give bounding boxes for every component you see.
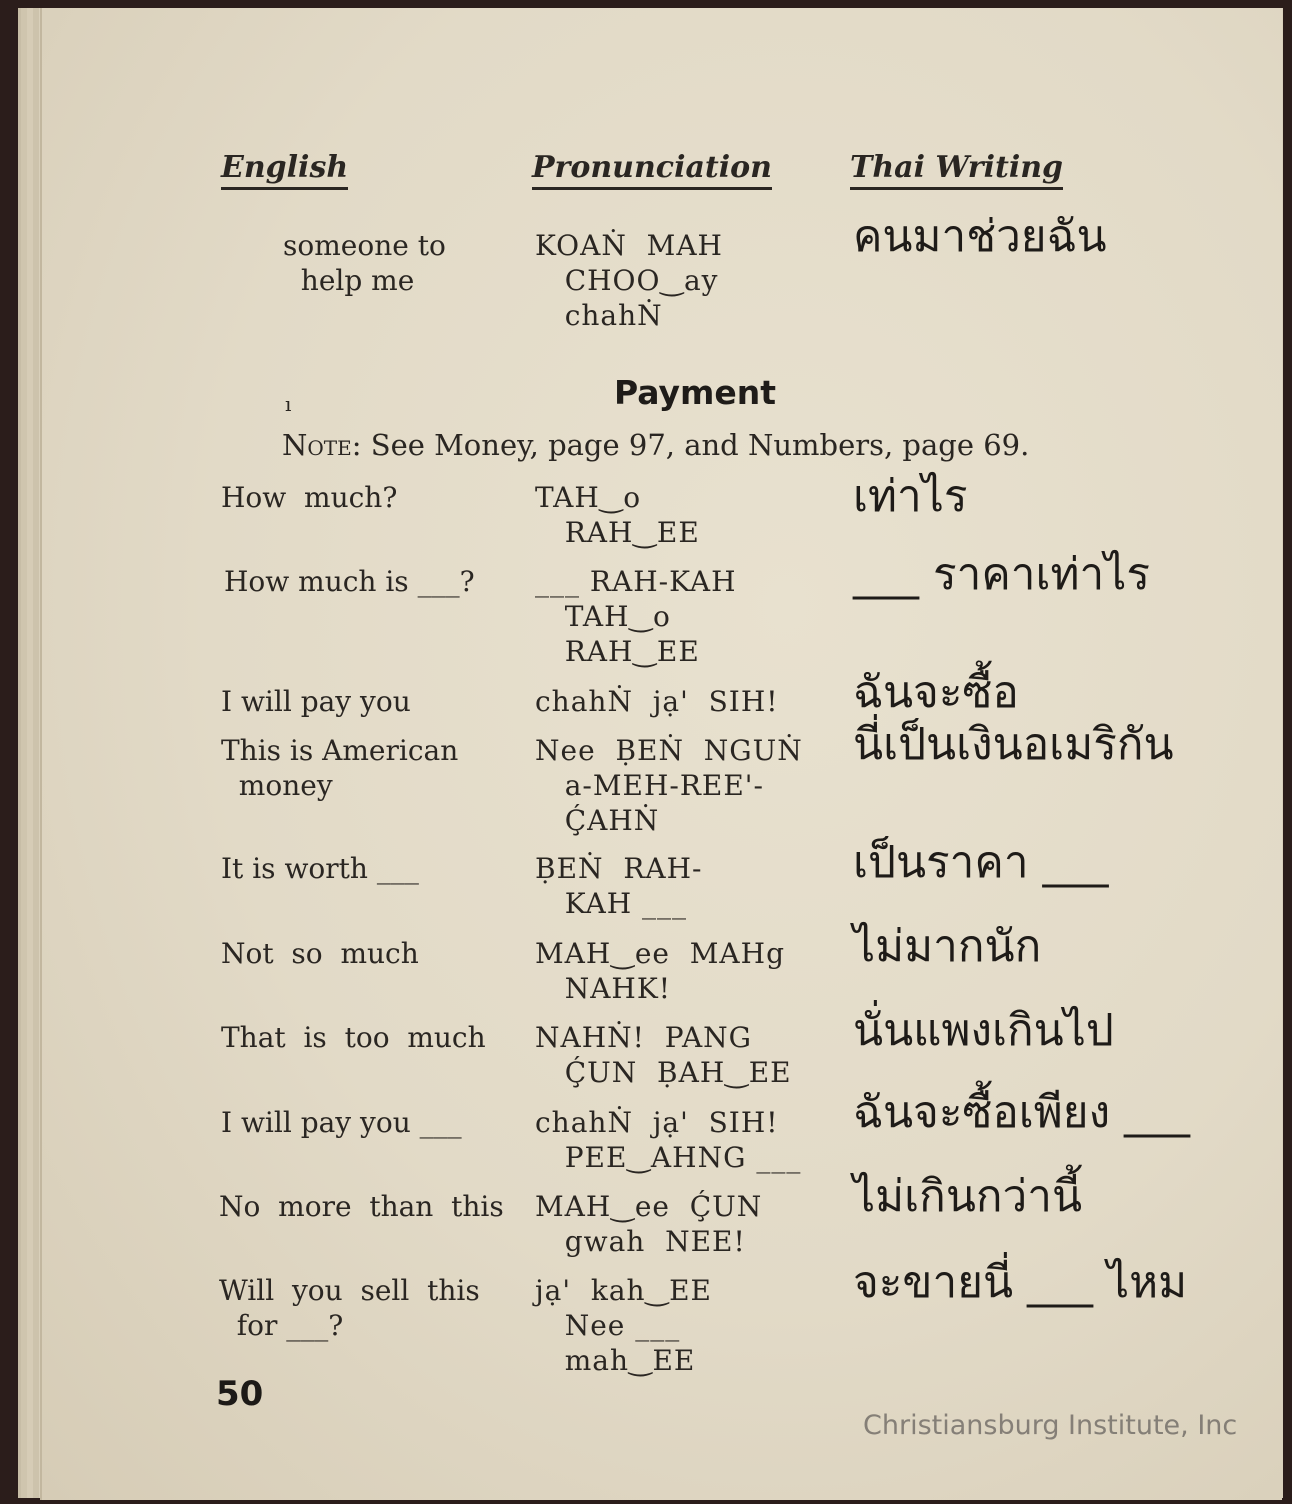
page-number: 50: [216, 1374, 264, 1414]
entry-thai: เป็นราคา ___: [853, 837, 1109, 888]
entry-english: No more than this: [219, 1190, 504, 1223]
note-text: : See Money, page 97, and Numbers, page 69.: [351, 428, 1030, 462]
entry-pronunciation: ḄEṄ RAH- KAH ___: [535, 852, 703, 920]
stray-mark: ı: [285, 392, 292, 416]
entry-thai: ฉันจะซื้อเพียง ___: [853, 1087, 1191, 1138]
entry-pronunciation: MAH‿ee MAHg NAHK!: [535, 937, 785, 1005]
entry-pronunciation: ___ RAH-KAH TAH‿o RAH‿EE: [535, 565, 737, 668]
header-pronunciation: Pronunciation: [532, 150, 772, 190]
entry-english: It is worth ___: [221, 852, 419, 885]
entry-thai: เท่าไร: [853, 471, 968, 522]
note-label: Note: [282, 428, 352, 462]
entry-thai: นั่นแพงเกินไป: [853, 1005, 1114, 1056]
intro-thai: คนมาช่วยฉัน: [853, 211, 1107, 262]
entry-thai: นี่เป็นเงินอเมริกัน: [853, 719, 1174, 770]
entry-pronunciation: Nee ḄEṄ NGUṄ a-MEH-REE'- ḈAHṄ: [535, 734, 803, 837]
watermark: Christiansburg Institute, Inc: [863, 1410, 1238, 1441]
entry-english: Will you sell this for ___?: [219, 1274, 480, 1342]
entry-english: How much?: [221, 481, 398, 514]
intro-english: someone to help me: [283, 229, 446, 297]
entry-thai: ไม่มากนัก: [853, 921, 1042, 972]
section-title: Payment: [613, 373, 777, 412]
entry-english: I will pay you ___: [221, 1106, 462, 1139]
entry-english: How much is ___?: [224, 565, 475, 598]
entry-pronunciation: TAH‿o RAH‿EE: [535, 481, 700, 549]
entry-pronunciation: NAHṄ! PANG ḈUN ḄAH‿EE: [535, 1021, 792, 1089]
header-english: English: [221, 150, 348, 190]
entry-english: I will pay you: [221, 685, 411, 718]
entry-english: That is too much: [221, 1021, 486, 1054]
entry-pronunciation: MAH‿ee ḈUN gwah NEE!: [535, 1190, 763, 1258]
entry-thai: ไม่เกินกว่านี้: [853, 1171, 1083, 1222]
note: [282, 428, 1029, 462]
entry-english: This is American money: [221, 734, 459, 802]
entry-pronunciation: chahṄ jạ' SIH!: [535, 685, 779, 718]
entry-thai: จะขายนี่ ___ ไหม: [853, 1257, 1188, 1308]
entry-english: Not so much: [221, 937, 419, 970]
intro-pronunciation: KOAṄ MAH CHOO‿ay chahṄ: [535, 229, 723, 332]
entry-pronunciation: chahṄ jạ' SIH! PEE‿AHNG ___: [535, 1106, 802, 1174]
entry-pronunciation: jạ' kah‿EE Nee ___ mah‿EE: [535, 1274, 712, 1377]
entry-thai: ___ ราคาเท่าไร: [853, 549, 1150, 600]
header-thai-writing: Thai Writing: [850, 150, 1063, 190]
entry-thai: ฉันจะซื้อ: [853, 667, 1019, 718]
